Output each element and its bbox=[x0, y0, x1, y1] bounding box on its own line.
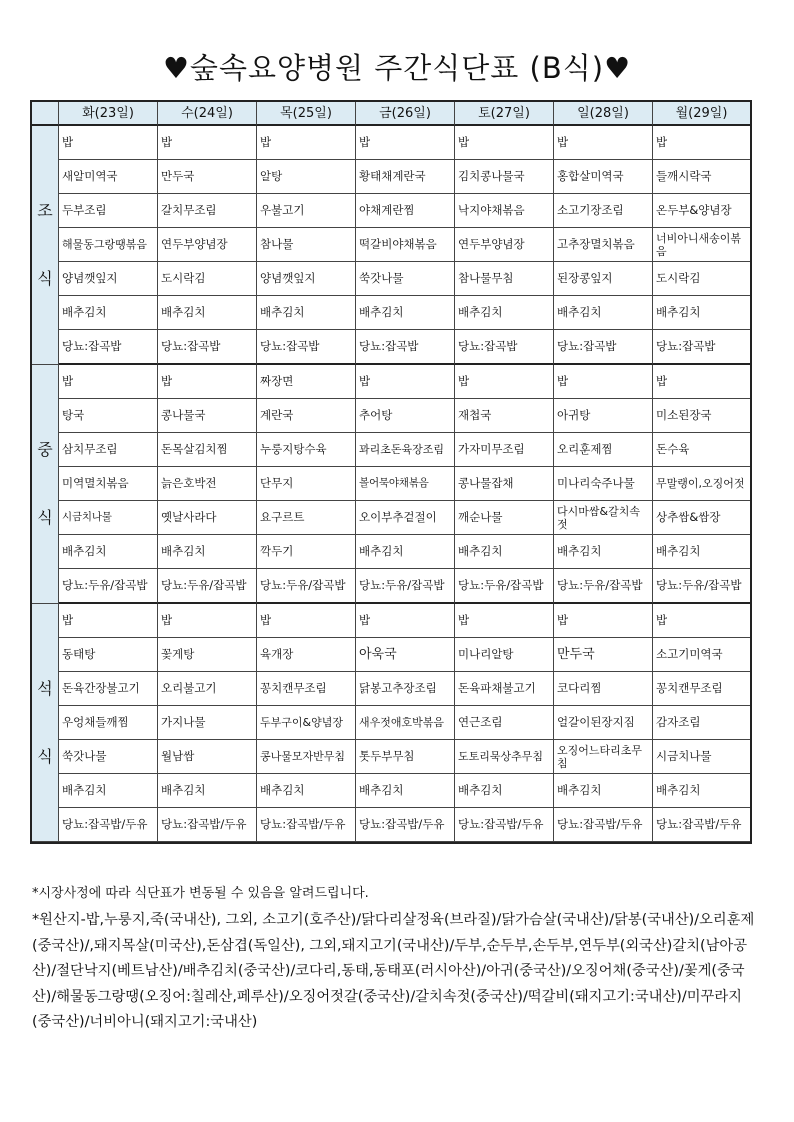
header-row bbox=[32, 102, 750, 126]
menu-cell: 삼치무조림 bbox=[59, 433, 158, 467]
menu-cell: 오리훈제찜 bbox=[554, 433, 653, 467]
menu-cell: 온두부&양념장 bbox=[653, 194, 750, 228]
menu-cell: 도시락김 bbox=[158, 262, 257, 296]
menu-cell: 얼갈이된장지짐 bbox=[554, 706, 653, 740]
menu-cell: 밥 bbox=[554, 604, 653, 638]
menu-row bbox=[32, 774, 750, 808]
menu-row bbox=[32, 228, 750, 262]
menu-cell: 옛날사라다 bbox=[158, 501, 257, 535]
menu-cell: 갈치무조림 bbox=[158, 194, 257, 228]
menu-cell: 밥 bbox=[356, 365, 455, 399]
menu-cell: 다시마쌈&갈치속젓 bbox=[554, 501, 653, 535]
menu-row bbox=[32, 399, 750, 433]
menu-cell: 배추김치 bbox=[257, 296, 356, 330]
menu-cell: 배추김치 bbox=[158, 535, 257, 569]
menu-cell: 배추김치 bbox=[356, 296, 455, 330]
menu-cell: 밥 bbox=[59, 126, 158, 160]
menu-cell: 당뇨:두유/잡곡밥 bbox=[653, 569, 750, 604]
menu-cell: 늙은호박전 bbox=[158, 467, 257, 501]
menu-cell: 밥 bbox=[257, 126, 356, 160]
menu-cell: 알탕 bbox=[257, 160, 356, 194]
menu-cell: 밥 bbox=[257, 604, 356, 638]
menu-cell: 배추김치 bbox=[455, 774, 554, 808]
menu-cell: 미소된장국 bbox=[653, 399, 750, 433]
menu-row bbox=[32, 330, 750, 365]
menu-cell: 밥 bbox=[554, 126, 653, 160]
menu-cell: 돈수육 bbox=[653, 433, 750, 467]
menu-cell: 가지나물 bbox=[158, 706, 257, 740]
menu-cell: 소고기장조림 bbox=[554, 194, 653, 228]
menu-cell: 두부구이&양념장 bbox=[257, 706, 356, 740]
menu-cell: 배추김치 bbox=[554, 774, 653, 808]
menu-cell: 당뇨:잡곡밥/두유 bbox=[257, 808, 356, 842]
menu-cell: 누룽지탕수육 bbox=[257, 433, 356, 467]
menu-cell: 시금치나물 bbox=[59, 501, 158, 535]
menu-row bbox=[32, 194, 750, 228]
day-header: 화(23일) bbox=[59, 102, 158, 126]
menu-cell: 아귀탕 bbox=[554, 399, 653, 433]
menu-row bbox=[32, 296, 750, 330]
menu-cell: 당뇨:두유/잡곡밥 bbox=[59, 569, 158, 604]
menu-cell: 도토리묵상추무침 bbox=[455, 740, 554, 774]
menu-cell: 시금치나물 bbox=[653, 740, 750, 774]
menu-cell: 황태채계란국 bbox=[356, 160, 455, 194]
market-notice: *시장사정에 따라 식단표가 변동될 수 있음을 알려드립니다. bbox=[32, 886, 369, 901]
menu-cell: 밥 bbox=[158, 126, 257, 160]
menu-cell: 꽁치캔무조림 bbox=[257, 672, 356, 706]
menu-cell: 새우젓애호박볶음 bbox=[356, 706, 455, 740]
menu-cell: 당뇨:잡곡밥/두유 bbox=[554, 808, 653, 842]
menu-cell: 요구르트 bbox=[257, 501, 356, 535]
header-corner bbox=[32, 102, 59, 126]
menu-cell: 깨순나물 bbox=[455, 501, 554, 535]
menu-cell: 쑥갓나물 bbox=[59, 740, 158, 774]
menu-cell: 상추쌈&쌈장 bbox=[653, 501, 750, 535]
menu-cell: 들깨시락국 bbox=[653, 160, 750, 194]
menu-cell: 밥 bbox=[59, 604, 158, 638]
day-header: 월(29일) bbox=[653, 102, 750, 126]
menu-cell: 당뇨:잡곡밥/두유 bbox=[455, 808, 554, 842]
menu-cell: 만두국 bbox=[158, 160, 257, 194]
menu-row bbox=[32, 569, 750, 604]
menu-cell: 두부조림 bbox=[59, 194, 158, 228]
menu-cell: 돈육파채불고기 bbox=[455, 672, 554, 706]
menu-cell: 새알미역국 bbox=[59, 160, 158, 194]
menu-cell: 만두국 bbox=[554, 638, 653, 672]
menu-cell: 꽃게탕 bbox=[158, 638, 257, 672]
menu-cell: 우엉채들깨찜 bbox=[59, 706, 158, 740]
day-header: 금(26일) bbox=[356, 102, 455, 126]
menu-cell: 밥 bbox=[653, 604, 750, 638]
menu-cell: 당뇨:잡곡밥 bbox=[653, 330, 750, 365]
menu-cell: 배추김치 bbox=[356, 535, 455, 569]
menu-cell: 배추김치 bbox=[59, 296, 158, 330]
menu-cell: 연두부양념장 bbox=[455, 228, 554, 262]
menu-cell: 당뇨:잡곡밥 bbox=[554, 330, 653, 365]
menu-cell: 해물동그랑땡볶음 bbox=[59, 228, 158, 262]
menu-cell: 배추김치 bbox=[653, 535, 750, 569]
menu-cell: 당뇨:잡곡밥 bbox=[356, 330, 455, 365]
day-header: 일(28일) bbox=[554, 102, 653, 126]
menu-cell: 미역멸치볶음 bbox=[59, 467, 158, 501]
menu-cell: 콩나물국 bbox=[158, 399, 257, 433]
menu-cell: 당뇨:두유/잡곡밥 bbox=[356, 569, 455, 604]
menu-cell: 배추김치 bbox=[554, 535, 653, 569]
menu-cell: 배추김치 bbox=[158, 296, 257, 330]
menu-cell: 야채계란찜 bbox=[356, 194, 455, 228]
menu-cell: 밥 bbox=[158, 365, 257, 399]
menu-cell: 당뇨:잡곡밥 bbox=[455, 330, 554, 365]
menu-cell: 미나리숙주나물 bbox=[554, 467, 653, 501]
menu-cell: 깍두기 bbox=[257, 535, 356, 569]
menu-cell: 배추김치 bbox=[59, 774, 158, 808]
menu-cell: 밥 bbox=[455, 604, 554, 638]
menu-cell: 돈목살김치찜 bbox=[158, 433, 257, 467]
menu-cell: 오리불고기 bbox=[158, 672, 257, 706]
menu-cell: 배추김치 bbox=[158, 774, 257, 808]
menu-cell: 연두부양념장 bbox=[158, 228, 257, 262]
menu-cell: 참나물무침 bbox=[455, 262, 554, 296]
menu-cell: 밥 bbox=[653, 365, 750, 399]
menu-cell: 닭봉고추장조림 bbox=[356, 672, 455, 706]
menu-row bbox=[32, 126, 750, 160]
menu-cell: 동태탕 bbox=[59, 638, 158, 672]
menu-cell: 당뇨:잡곡밥 bbox=[59, 330, 158, 365]
menu-cell: 추어탕 bbox=[356, 399, 455, 433]
menu-cell: 짜장면 bbox=[257, 365, 356, 399]
menu-row bbox=[32, 501, 750, 535]
menu-row bbox=[32, 740, 750, 774]
weekly-menu-table bbox=[30, 100, 752, 844]
menu-cell: 밥 bbox=[158, 604, 257, 638]
menu-cell: 코다리찜 bbox=[554, 672, 653, 706]
menu-cell: 육개장 bbox=[257, 638, 356, 672]
menu-cell: 배추김치 bbox=[653, 774, 750, 808]
menu-cell: 너비아니새송이볶음 bbox=[653, 228, 750, 262]
menu-cell: 양념깻잎지 bbox=[257, 262, 356, 296]
menu-cell: 참나물 bbox=[257, 228, 356, 262]
menu-cell: 콩나물잡채 bbox=[455, 467, 554, 501]
menu-cell: 김치콩나물국 bbox=[455, 160, 554, 194]
menu-cell: 배추김치 bbox=[455, 535, 554, 569]
menu-cell: 밥 bbox=[653, 126, 750, 160]
menu-cell: 당뇨:두유/잡곡밥 bbox=[158, 569, 257, 604]
menu-row bbox=[32, 672, 750, 706]
menu-cell: 배추김치 bbox=[356, 774, 455, 808]
menu-cell: 고추장멸치볶음 bbox=[554, 228, 653, 262]
menu-row bbox=[32, 160, 750, 194]
menu-row bbox=[32, 604, 750, 638]
menu-cell: 우불고기 bbox=[257, 194, 356, 228]
menu-cell: 당뇨:두유/잡곡밥 bbox=[554, 569, 653, 604]
menu-cell: 당뇨:잡곡밥 bbox=[257, 330, 356, 365]
menu-row bbox=[32, 365, 750, 399]
menu-cell: 당뇨:잡곡밥/두유 bbox=[653, 808, 750, 842]
day-header: 목(25일) bbox=[257, 102, 356, 126]
menu-cell: 볼어묵야채볶음 bbox=[356, 467, 455, 501]
menu-cell: 밥 bbox=[554, 365, 653, 399]
menu-cell: 무말랭이,오징어젓 bbox=[653, 467, 750, 501]
menu-row bbox=[32, 535, 750, 569]
menu-cell: 쑥갓나물 bbox=[356, 262, 455, 296]
menu-cell: 단무지 bbox=[257, 467, 356, 501]
menu-row bbox=[32, 467, 750, 501]
menu-cell: 당뇨:잡곡밥 bbox=[158, 330, 257, 365]
meal-label: 중 식 bbox=[32, 365, 59, 604]
menu-cell: 아욱국 bbox=[356, 638, 455, 672]
menu-cell: 돈육간장불고기 bbox=[59, 672, 158, 706]
menu-cell: 꽈리초돈육장조림 bbox=[356, 433, 455, 467]
menu-cell: 톳두부무침 bbox=[356, 740, 455, 774]
menu-cell: 콩나물모자반무침 bbox=[257, 740, 356, 774]
menu-cell: 꽁치캔무조림 bbox=[653, 672, 750, 706]
menu-cell: 월남쌈 bbox=[158, 740, 257, 774]
day-header: 수(24일) bbox=[158, 102, 257, 126]
menu-cell: 당뇨:두유/잡곡밥 bbox=[455, 569, 554, 604]
menu-cell: 미나리알탕 bbox=[455, 638, 554, 672]
menu-cell: 배추김치 bbox=[59, 535, 158, 569]
meal-label: 조 식 bbox=[32, 126, 59, 365]
menu-cell: 당뇨:잡곡밥/두유 bbox=[356, 808, 455, 842]
menu-cell: 배추김치 bbox=[257, 774, 356, 808]
menu-cell: 가자미무조림 bbox=[455, 433, 554, 467]
meal-label: 석 식 bbox=[32, 604, 59, 842]
menu-cell: 배추김치 bbox=[653, 296, 750, 330]
origin-notice: *원산지-밥,누룽지,죽(국내산), 그외, 소고기(호주산)/닭다리살정육(브라질)/닭가슴살(국내산)/닭봉(국내산)/오리훈제(중국산)/,돼지목살(미국산),돈삼겹(독일산), 그외,돼지고기(국내산)/두부,순두부,손두부,연두부(외국산)갈치(남아공산)/절단낙지(베트남산)/배추김치(중국산)/코다리,동태,동태포(러시아산)/아귀(중국산)/오징어채(중국산)/꽃게(중국산)/해물동그랑땡(오징어:칠레산,페루산)/오징어젓갈(중국산)/갈치속젓(중국산)/떡갈비(돼지고기:국내산)/미꾸라지(중국산)/너비아니(돼지고기:국내산) bbox=[32, 912, 755, 1030]
menu-cell: 된장콩잎지 bbox=[554, 262, 653, 296]
menu-cell: 양념깻잎지 bbox=[59, 262, 158, 296]
menu-cell: 감자조림 bbox=[653, 706, 750, 740]
menu-cell: 밥 bbox=[455, 126, 554, 160]
menu-cell: 밥 bbox=[59, 365, 158, 399]
menu-row bbox=[32, 808, 750, 842]
menu-cell: 당뇨:잡곡밥/두유 bbox=[158, 808, 257, 842]
menu-cell: 떡갈비야채볶음 bbox=[356, 228, 455, 262]
menu-cell: 밥 bbox=[455, 365, 554, 399]
menu-cell: 연근조림 bbox=[455, 706, 554, 740]
menu-cell: 배추김치 bbox=[455, 296, 554, 330]
menu-cell: 오징어느타리초무침 bbox=[554, 740, 653, 774]
day-header: 토(27일) bbox=[455, 102, 554, 126]
menu-cell: 소고기미역국 bbox=[653, 638, 750, 672]
menu-row bbox=[32, 638, 750, 672]
menu-cell: 계란국 bbox=[257, 399, 356, 433]
menu-cell: 당뇨:두유/잡곡밥 bbox=[257, 569, 356, 604]
menu-row bbox=[32, 262, 750, 296]
menu-cell: 도시락김 bbox=[653, 262, 750, 296]
menu-cell: 밥 bbox=[356, 126, 455, 160]
menu-cell: 밥 bbox=[356, 604, 455, 638]
menu-cell: 오이부추겉절이 bbox=[356, 501, 455, 535]
menu-cell: 탕국 bbox=[59, 399, 158, 433]
menu-cell: 낙지야채볶음 bbox=[455, 194, 554, 228]
menu-cell: 당뇨:잡곡밥/두유 bbox=[59, 808, 158, 842]
menu-row bbox=[32, 706, 750, 740]
menu-cell: 재첩국 bbox=[455, 399, 554, 433]
menu-row bbox=[32, 433, 750, 467]
menu-cell: 배추김치 bbox=[554, 296, 653, 330]
page-title: ♥숲속요양병원 주간식단표 (B식)♥ bbox=[162, 51, 632, 85]
menu-cell: 홍합살미역국 bbox=[554, 160, 653, 194]
